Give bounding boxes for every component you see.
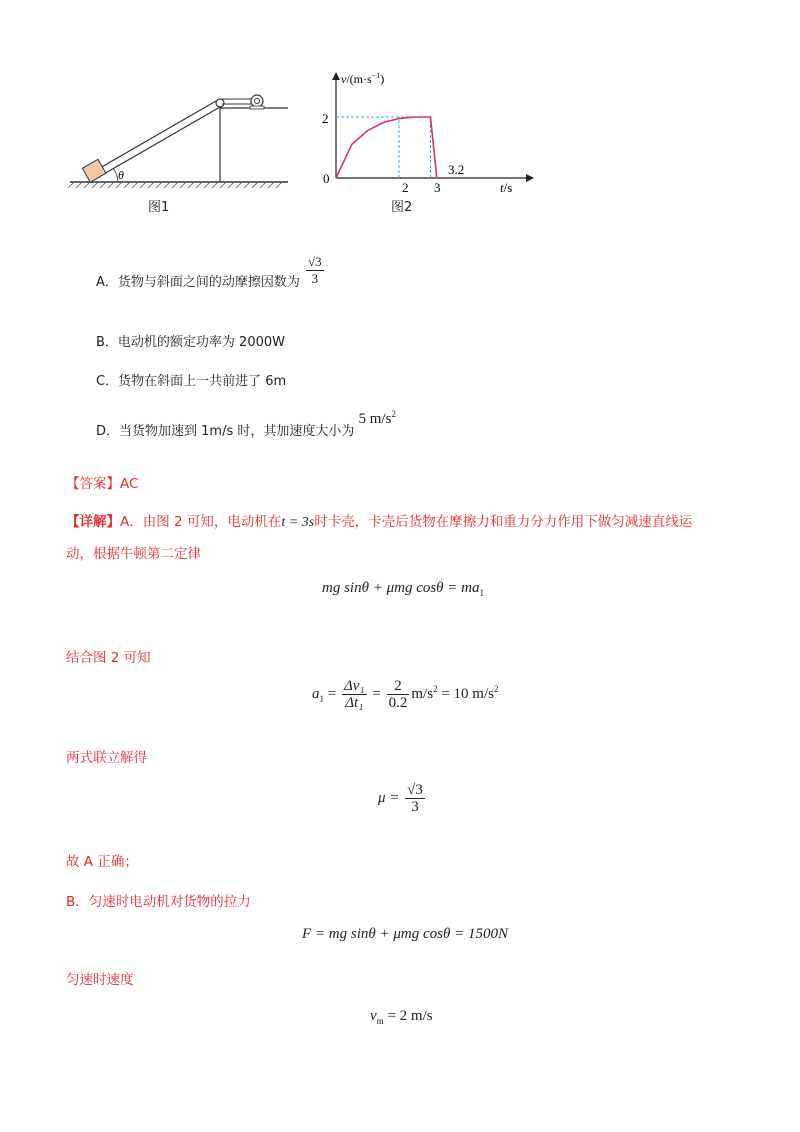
y-axis-label: $v/(m\cdot s^{-1})$: [341, 71, 385, 86]
y-tick-2: 2: [322, 111, 329, 126]
x-tick-3: 3: [434, 180, 441, 195]
x-tick-3-2: 3.2: [448, 162, 465, 177]
figure-1-incline: [60, 80, 300, 220]
y-axis-arrow: [332, 72, 340, 80]
answer-label: 【答案】AC: [66, 476, 139, 492]
option-d: D．当货物加速到 1m/s 时，其加速度大小为 5 $m/s^2$: [96, 409, 396, 439]
origin-label: 0: [323, 171, 330, 186]
equation-newton-2nd: mg sinθ + μmg $\cos\theta = ma_1$: [322, 580, 485, 598]
figure-2-vt-chart: [318, 68, 538, 208]
option-d-value: 5 $m/s^2$: [358, 409, 396, 427]
detail-line-1: 【详解】A．由图 2 可知，电动机在t = 3s时卡壳，卡壳后货物在摩擦力和重力分力作用下做匀减速直线运: [66, 514, 693, 530]
detail-text-b: B．匀速时电动机对货物的拉力: [66, 894, 251, 910]
detail-text-velocity: 匀速时速度: [66, 972, 134, 988]
cargo-box: [82, 159, 106, 182]
figure-2-caption: 图2: [391, 200, 413, 215]
detail-line-2: 动，根据牛顿第二定律: [66, 546, 201, 562]
option-b: B．电动机的额定功率为 2000W: [96, 335, 285, 350]
x-axis-arrow: [526, 174, 534, 182]
option-a: A．货物与斜面之间的动摩擦因数为 $\frac{√3}{3}$: [96, 254, 322, 290]
fraction-dv-dt: $\frac{\text{Δv₁}}{\text{Δt₁}}$: [343, 678, 365, 711]
detail-text-combine: 结合图 2 可知: [66, 650, 151, 666]
theta-label: θ: [118, 168, 124, 182]
x-tick-2: 2: [402, 180, 409, 195]
equation-tension: F = mg sinθ + μmg cosθ = 1500N: [302, 926, 508, 942]
velocity-curve: [336, 117, 437, 178]
time-expression: t = 3s: [281, 515, 315, 530]
option-a-fraction: $\frac{√3}{3}$: [308, 254, 322, 286]
equation-vm: $v_m = 2$ m/s: [370, 1008, 433, 1026]
equation-acceleration: $a_1$ = $\frac{\text{Δv₁}}{\text{Δt₁}}$ = $\frac{2}{0.2}$ $m/s^2 = 10$ $m/s^2$: [312, 678, 499, 711]
x-axis-label: t/s: [500, 180, 513, 195]
pulley-icon: [216, 99, 224, 107]
fraction-root3-over-3: $\frac{√3}{3}$: [407, 782, 423, 815]
incline-bottom-edge: [90, 107, 220, 182]
option-c: C．货物在斜面上一共前进了 6m: [96, 374, 287, 389]
ground-hatch: [68, 182, 282, 188]
incline-top-edge: [86, 101, 216, 176]
fraction-2-over-0-2: $\frac{2}{0.2}$: [388, 678, 408, 711]
detail-text-solve: 两式联立解得: [66, 750, 147, 766]
detail-text-a-correct: 故 A 正确；: [66, 854, 138, 870]
equation-mu: μ = $\frac{√3}{3}$: [378, 782, 423, 815]
figure-1-caption: 图1: [148, 200, 170, 215]
